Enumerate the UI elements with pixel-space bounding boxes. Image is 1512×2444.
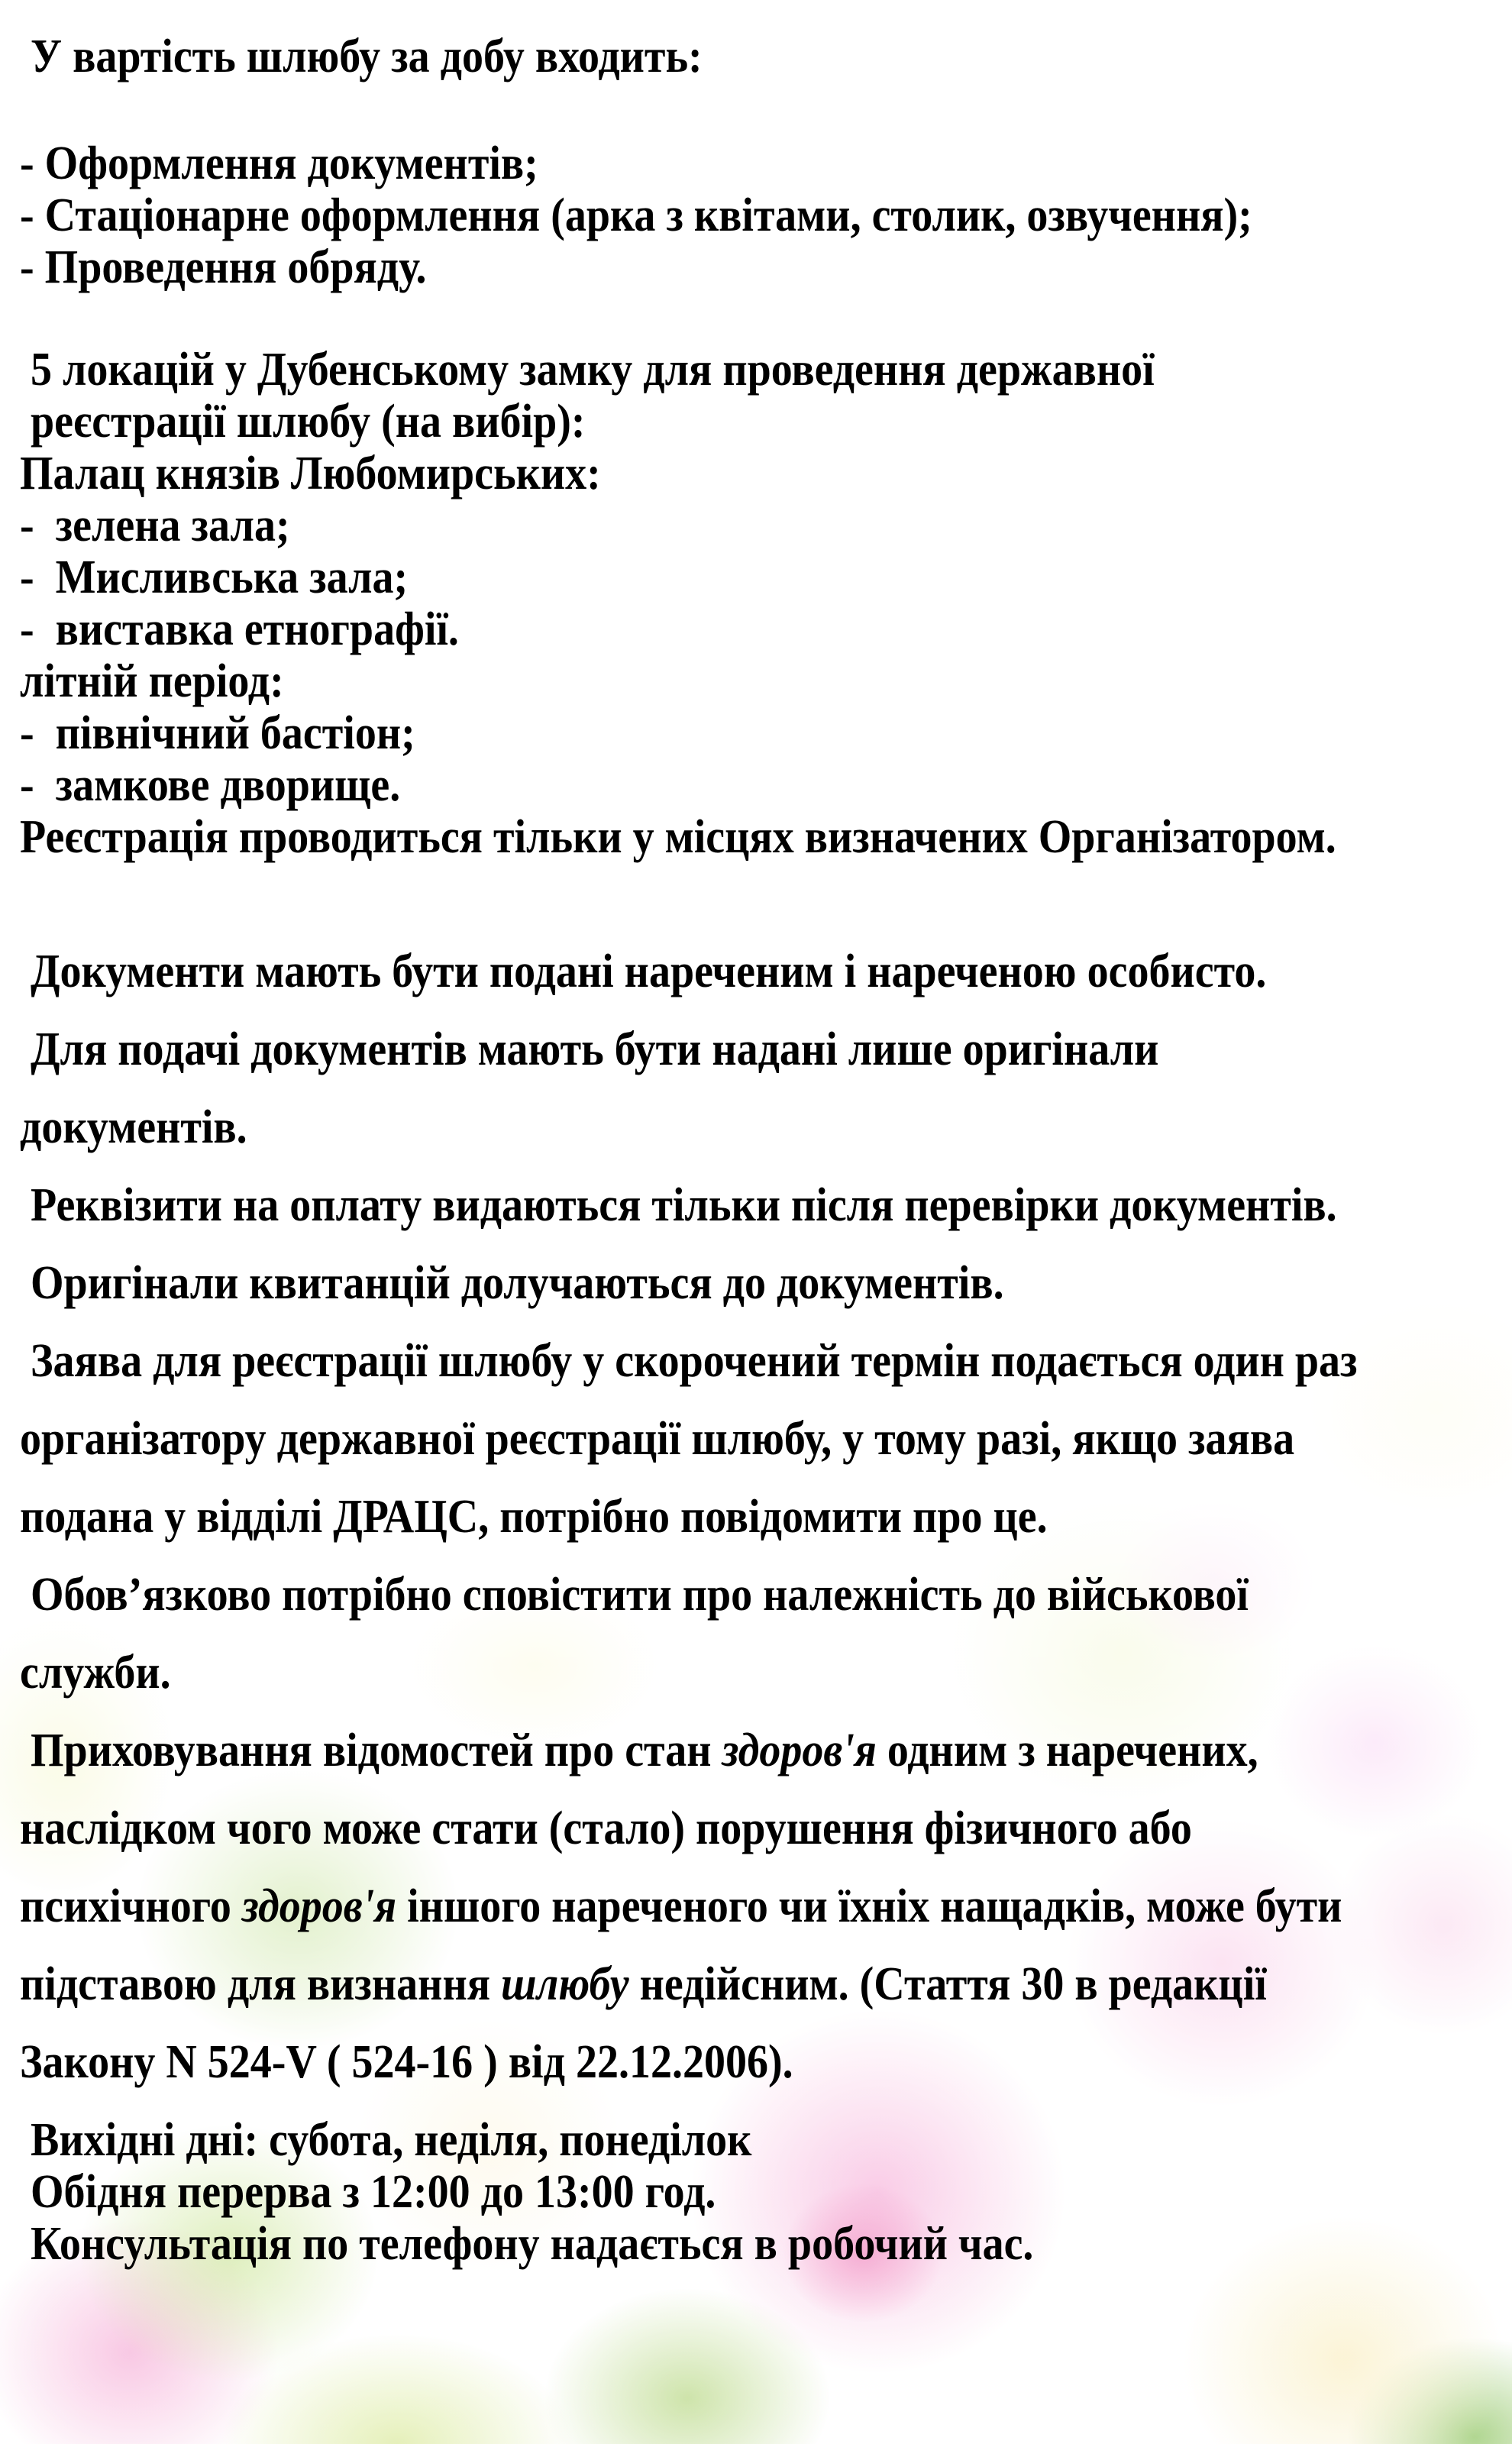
- section-schedule: [20, 2114, 1497, 2270]
- health-line-1: [20, 1721, 1497, 1780]
- health-line-3: [20, 1877, 1497, 1935]
- schedule-days-off: Вихідні дні: субота, неділя, понеділок: [31, 2113, 752, 2167]
- health-line-3-tail: іншого нареченого чи їхніх нащадків, може бути: [396, 1880, 1342, 1933]
- law-reference-line: Закону N 524-V ( 524-16 ) від 22.12.2006).: [20, 2035, 793, 2089]
- section-application: [20, 1335, 1497, 1543]
- palace-item-hunting-hall: - Мисливська зала;: [20, 551, 409, 604]
- intro-item-ceremony: - Проведення обряду.: [20, 241, 427, 294]
- palace-heading: Палац князів Любомирських:: [20, 447, 601, 500]
- submission-line-personal: Документи мають бути подані нареченим і нареченою особисто.: [31, 945, 1267, 998]
- military-line-1: Обов’язково потрібно сповістити про належність до військової: [31, 1568, 1249, 1621]
- registration-note: Реєстрація проводиться тільки у місцях визначених Організатором.: [20, 810, 1336, 864]
- health-line-4: [20, 1955, 1497, 2013]
- health-line-4-text: підставою для визнання: [20, 1957, 501, 2011]
- health-line-3-italic-word: здоров'я: [241, 1880, 397, 1933]
- section-locations: [20, 344, 1497, 863]
- summer-item-courtyard: - замкове дворище.: [20, 758, 401, 812]
- locations-heading-line2: реєстрації шлюбу (на вибір):: [31, 395, 586, 448]
- summer-heading: літній період:: [20, 655, 284, 708]
- palace-item-ethnography: - виставка етнографії.: [20, 603, 459, 656]
- intro-item-decoration: - Стаціонарне оформлення (арка з квітами, столик, озвучення);: [20, 189, 1252, 242]
- submission-line-payment: Реквізити на оплату видаються тільки після перевірки документів.: [31, 1178, 1337, 1232]
- application-line-3: подана у відділі ДРАЦС, потрібно повідомити про це.: [20, 1490, 1048, 1544]
- application-line-2: організатору державної реєстрації шлюбу, у тому разі, якщо заява: [20, 1412, 1295, 1466]
- summer-item-bastion: - північний бастіон;: [20, 706, 415, 760]
- military-line-2: служби.: [20, 1646, 171, 1699]
- intro-title: У вартість шлюбу за добу входить:: [31, 30, 703, 83]
- schedule-lunch-break: Обідня перерва з 12:00 до 13:00 год.: [31, 2165, 716, 2219]
- section-submission: [20, 946, 1497, 1309]
- intro-item-documents: - Оформлення документів;: [20, 137, 538, 190]
- submission-line-receipts: Оригінали квитанцій долучаються до документів.: [31, 1256, 1004, 1310]
- health-line-1-tail: одним з наречених,: [876, 1724, 1258, 1777]
- health-line-4-tail: недійсним. (Стаття 30 в редакції: [628, 1957, 1267, 2011]
- palace-item-green-hall: - зелена зала;: [20, 499, 290, 552]
- locations-heading-line1: 5 локацій у Дубенському замку для проведення державної: [31, 343, 1155, 396]
- submission-line-originals-1: Для подачі документів мають бути надані лише оригінали: [31, 1023, 1159, 1076]
- section-intro: [20, 31, 1497, 293]
- health-line-1-text: Приховування відомостей про стан: [31, 1724, 722, 1777]
- health-line-3-text: психічного: [20, 1880, 242, 1933]
- application-line-1: Заява для реєстрації шлюбу у скорочений термін подається один раз: [31, 1334, 1358, 1388]
- health-line-2: наслідком чого може стати (стало) порушення фізичного або: [20, 1802, 1192, 1855]
- health-line-4-italic-word: шлюбу: [501, 1957, 629, 2011]
- schedule-phone-consultation: Консультація по телефону надається в робочий час.: [31, 2217, 1034, 2271]
- health-line-1-italic-word: здоров'я: [722, 1724, 877, 1777]
- section-military: [20, 1569, 1497, 1699]
- section-health-law: [20, 1725, 1497, 2088]
- submission-line-originals-2: документів.: [20, 1101, 247, 1154]
